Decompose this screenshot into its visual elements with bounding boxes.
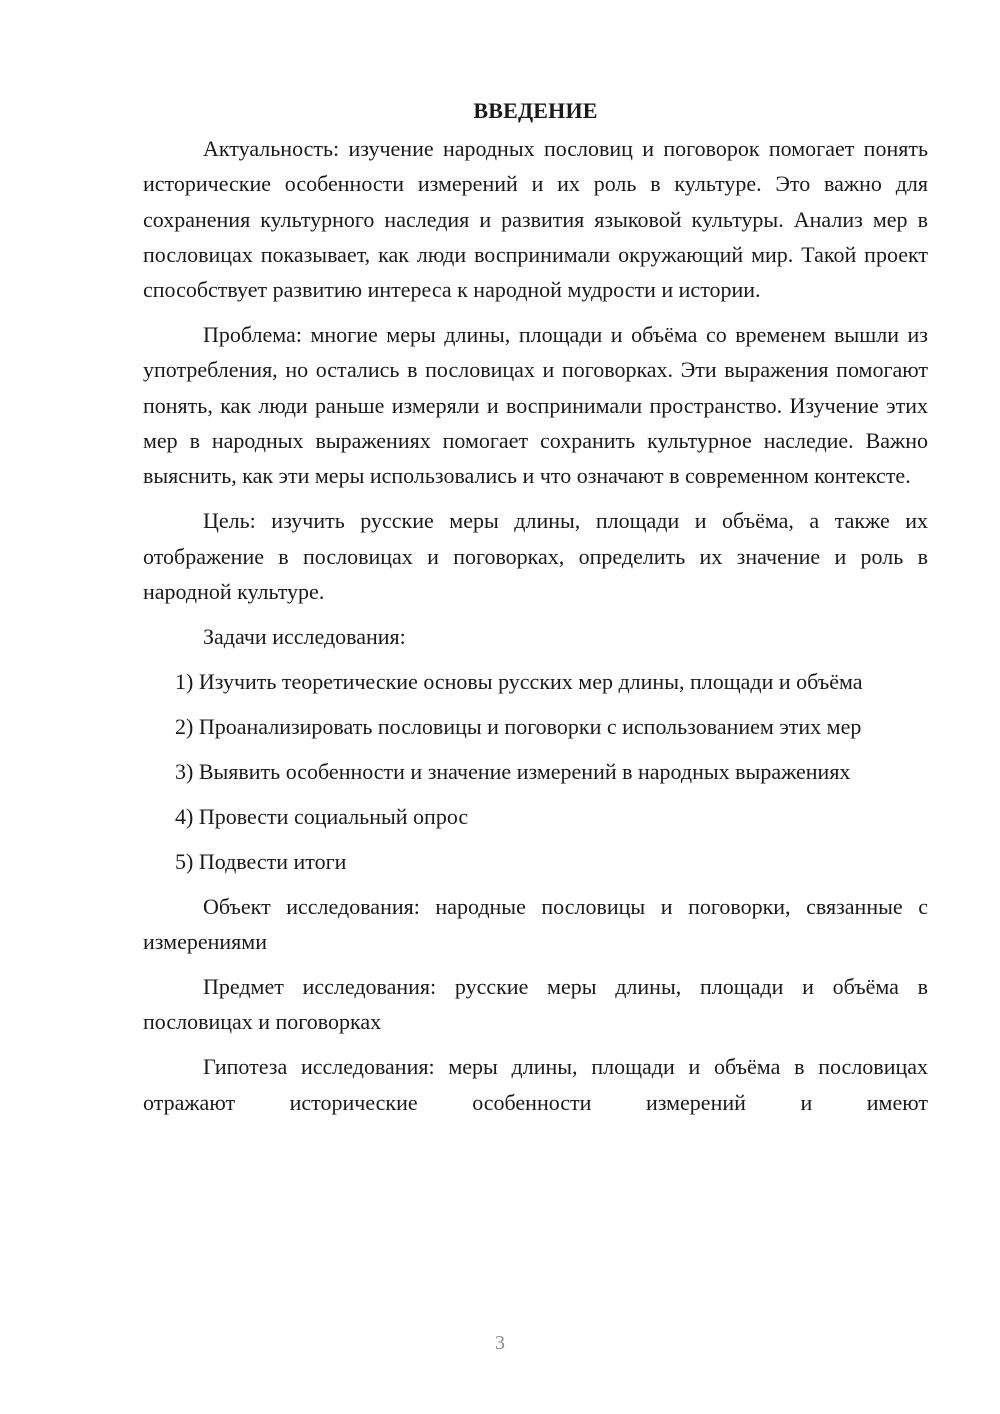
task-item-5: 5) Подвести итоги [175,848,347,874]
paragraph-relevance: Актуальность: изучение народных пословиц и поговорок помогает понять исторические особенности измерений и их роль в культуре. Это важно для сохранения культурного наследия и развития языковой культуры. Анализ мер в пословицах показывает, как люди воспринимали окружающий мир. Такой проект способствует развитию интереса к народной мудрости и истории. [143,136,928,303]
paragraph-subject: Предмет исследования: русские меры длины, площади и объёма в пословицах и поговорках [143,974,928,1035]
paragraph-hypothesis: Гипотеза исследования: меры длины, площади и объёма в пословицах отражают исторические особенности измерений и имеют [143,1054,928,1115]
paragraph-object: Объект исследования: народные пословицы и поговорки, связанные с измерениями [143,893,928,955]
paragraph-problem: Проблема: многие меры длины, площади и объёма со временем вышли из употребления, но остались в пословицах и поговорках. Эти выражения помогают понять, как люди раньше измеряли и воспринимали пространство. Изучение этих мер в народных выражениях помогает сохранить культурное наследие. Важно выяснить, как эти меры использовались и что означают в современном контексте. [143,322,928,489]
section-heading: ВВЕДЕНИЕ [473,98,598,123]
task-item-4: 4) Провести социальный опрос [175,803,469,829]
page-number: 3 [495,1332,505,1354]
task-item-2: 2) Проанализировать пословицы и поговорки с использованием этих мер [175,713,862,739]
document-page [143,93,928,1130]
task-item-1: 1) Изучить теоретические основы русских мер длины, площади и объёма [175,668,863,694]
paragraph-goal: Цель: изучить русские меры длины, площади и объёма, а также их отображение в пословицах и поговорках, определить их значение и роль в народной культуре. [143,508,928,604]
paragraph-tasks-heading: Задачи исследования: [203,623,406,649]
task-item-3: 3) Выявить особенности и значение измерений в народных выражениях [175,758,851,784]
